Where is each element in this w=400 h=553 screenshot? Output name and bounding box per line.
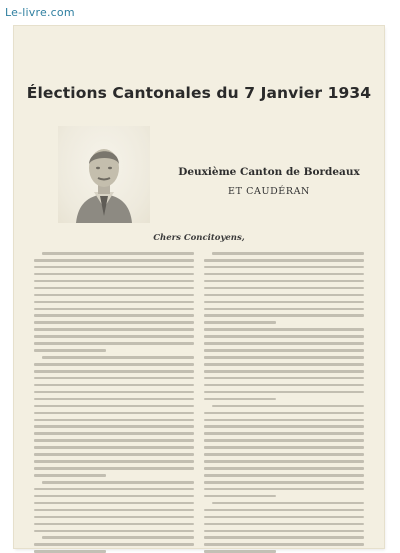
illegible-text-line: [34, 377, 194, 380]
illegible-text-line: [34, 460, 194, 463]
illegible-text-line: [34, 398, 194, 401]
illegible-text-line: [42, 536, 194, 539]
illegible-text-line: [34, 342, 194, 345]
illegible-text-line: [204, 398, 276, 401]
illegible-text-line: [212, 502, 364, 505]
illegible-text-line: [204, 467, 364, 470]
illegible-text-line: [34, 328, 194, 331]
illegible-text-line: [34, 391, 194, 394]
illegible-text-line: [204, 356, 364, 359]
illegible-text-line: [34, 349, 106, 352]
illegible-text-line: [34, 266, 194, 269]
illegible-text-line: [204, 474, 364, 477]
leaflet-page: [14, 26, 384, 548]
illegible-text-line: [204, 523, 364, 526]
illegible-text-line: [34, 446, 194, 449]
illegible-text-line: [204, 536, 364, 539]
illegible-text-line: [34, 516, 194, 519]
illegible-text-line: [204, 287, 364, 290]
illegible-text-line: [204, 419, 364, 422]
illegible-text-line: [204, 384, 364, 387]
illegible-text-line: [34, 370, 194, 373]
illegible-text-line: [204, 321, 276, 324]
illegible-text-line: [204, 391, 364, 394]
illegible-text-line: [34, 425, 194, 428]
canton-heading: Deuxième Canton de Bordeaux: [178, 166, 360, 178]
illegible-text-line: [34, 294, 194, 297]
illegible-text-line: [34, 502, 194, 505]
illegible-text-line: [204, 377, 364, 380]
illegible-text-line: [204, 488, 364, 491]
illegible-text-line: [42, 481, 194, 484]
illegible-text-line: [204, 280, 364, 283]
body-column-left: [34, 252, 194, 553]
illegible-text-line: [34, 453, 194, 456]
illegible-text-line: [204, 412, 364, 415]
illegible-text-line: [34, 509, 194, 512]
illegible-text-line: [204, 543, 364, 546]
illegible-text-line: [34, 363, 194, 366]
illegible-text-line: [34, 384, 194, 387]
illegible-text-line: [204, 301, 364, 304]
illegible-text-line: [204, 432, 364, 435]
illegible-text-line: [34, 259, 194, 262]
illegible-text-line: [204, 363, 364, 366]
canton-subheading: ET CAUDÉRAN: [228, 186, 310, 197]
illegible-text-line: [42, 356, 194, 359]
illegible-text-line: [204, 495, 276, 498]
illegible-text-line: [34, 405, 194, 408]
illegible-text-line: [204, 328, 364, 331]
illegible-text-line: [34, 308, 194, 311]
illegible-text-line: [204, 335, 364, 338]
illegible-text-line: [34, 419, 194, 422]
illegible-text-line: [204, 460, 364, 463]
illegible-text-line: [34, 467, 194, 470]
illegible-text-line: [34, 432, 194, 435]
illegible-text-line: [204, 308, 364, 311]
illegible-text-line: [204, 370, 364, 373]
candidate-portrait: [58, 126, 150, 223]
illegible-text-line: [34, 335, 194, 338]
illegible-text-line: [204, 530, 364, 533]
illegible-text-line: [204, 446, 364, 449]
document-title: Élections Cantonales du 7 Janvier 1934: [26, 84, 372, 102]
illegible-text-line: [34, 321, 194, 324]
illegible-text-line: [204, 425, 364, 428]
illegible-text-line: [204, 294, 364, 297]
illegible-text-line: [34, 474, 106, 477]
illegible-text-line: [204, 439, 364, 442]
illegible-text-line: [34, 287, 194, 290]
illegible-text-line: [204, 342, 364, 345]
illegible-text-line: [34, 495, 194, 498]
illegible-text-line: [34, 412, 194, 415]
illegible-text-line: [34, 439, 194, 442]
body-column-right: [204, 252, 364, 553]
illegible-text-line: [204, 509, 364, 512]
illegible-text-line: [204, 349, 364, 352]
illegible-text-line: [34, 543, 194, 546]
illegible-text-line: [212, 405, 364, 408]
illegible-text-line: [204, 266, 364, 269]
illegible-text-line: [34, 301, 194, 304]
illegible-text-line: [34, 523, 194, 526]
illegible-text-line: [204, 273, 364, 276]
illegible-text-line: [204, 314, 364, 317]
illegible-text-line: [212, 252, 364, 255]
illegible-text-line: [204, 453, 364, 456]
illegible-text-line: [34, 314, 194, 317]
illegible-text-line: [204, 481, 364, 484]
illegible-text-line: [34, 488, 194, 491]
watermark: Le-livre.com: [5, 6, 75, 19]
illegible-text-line: [34, 530, 194, 533]
illegible-text-line: [204, 259, 364, 262]
illegible-text-line: [42, 252, 194, 255]
illegible-text-line: [204, 516, 364, 519]
illegible-text-line: [34, 273, 194, 276]
salutation: Chers Concitoyens,: [153, 233, 245, 243]
illegible-text-line: [34, 280, 194, 283]
